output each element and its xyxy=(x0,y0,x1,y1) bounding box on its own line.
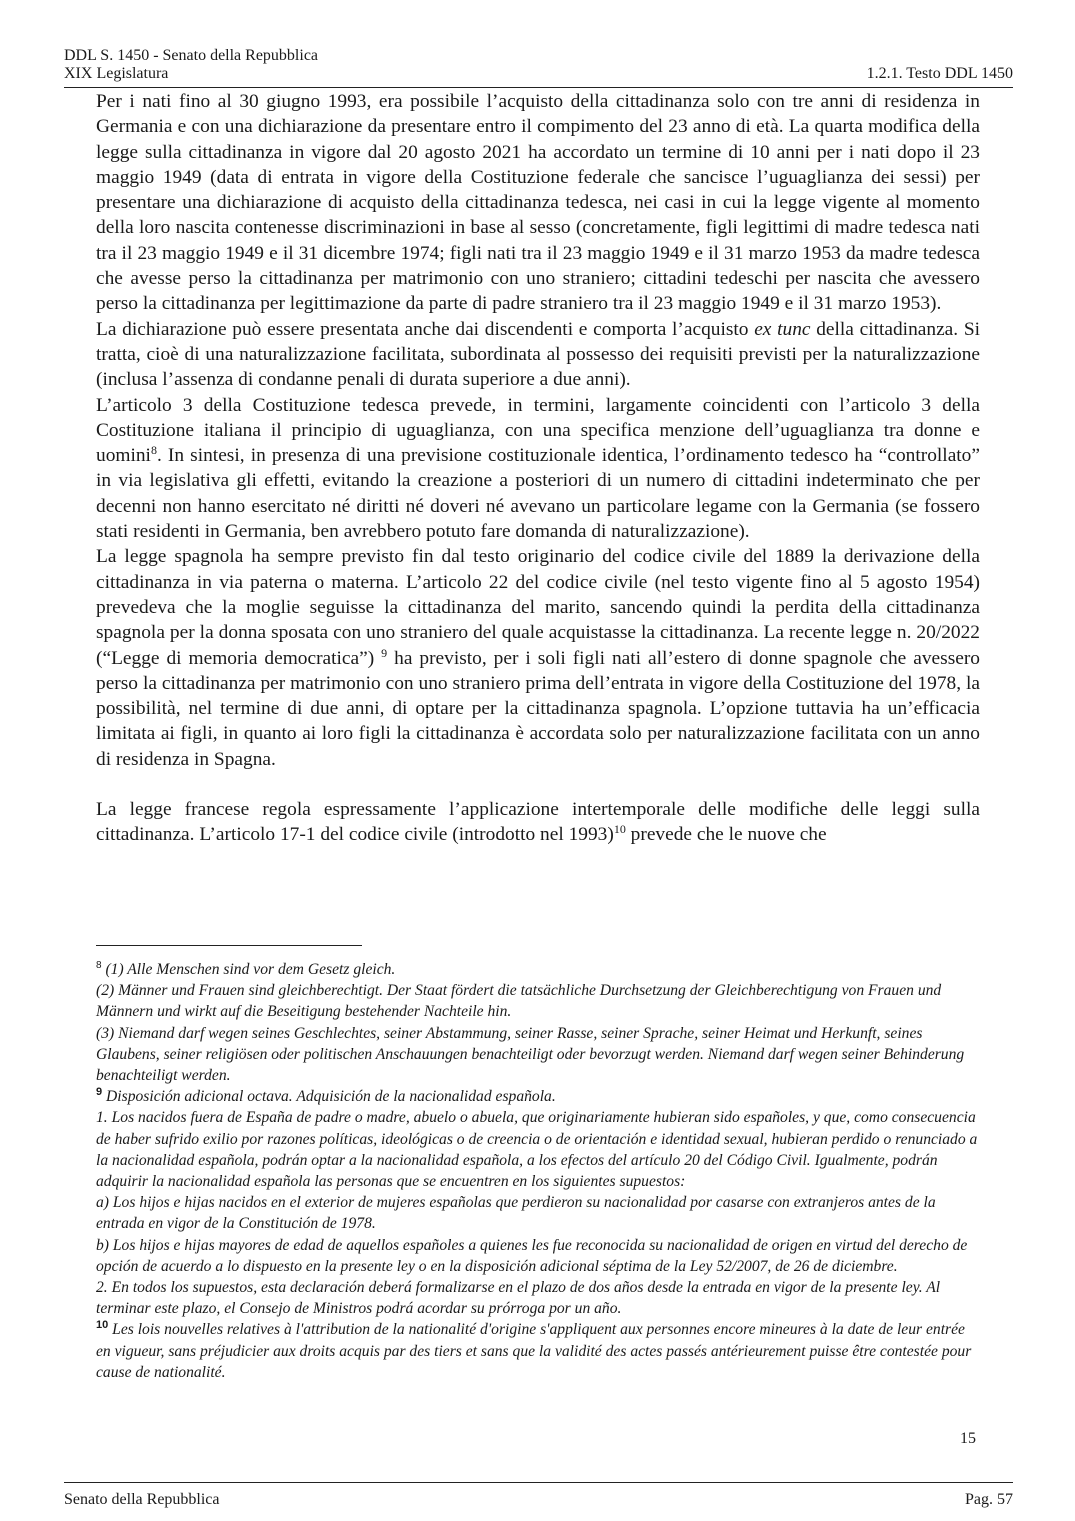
footnote-number: 10 xyxy=(96,1319,109,1332)
footnote-9-line-1 xyxy=(96,1086,980,1107)
text-span: prevede che le nuove che xyxy=(625,824,827,846)
footnote-number: 9 xyxy=(96,1086,103,1099)
header-title: DDL S. 1450 - Senato della Repubblica xyxy=(64,47,319,64)
text-span: . In sintesi, in presenza di una previsione costituzionale identica, l’ordinamento tedesco ha “controllato” in via legislativa gli effetti, evitando la creazione a posteriori di un numero di cittadini indeterminato che per decenni non hanno esercitato né diritti né doveri né avevano un particolare legame con la Germania (se fossero stati residenti in Germania, ben avrebbero potuto fare domanda di naturalizzazione). xyxy=(96,445,980,543)
footnote-8-line-2: (2) Männer und Frauen sind gleichberechtigt. Der Staat fördert die tatsächliche Durchsetzung der Gleichberechtigung von Frauen und Männern und wirkt auf die Beseitigung bestehender Nachteile hin. xyxy=(96,982,942,1021)
text-span: L’articolo 3 della Costituzione tedesca prevede, in termini, largamente coincidenti con l’articolo 3 della Costituzione italiana il principio di uguaglianza, con una specifica menzione dell’uguaglianza tra donne e uomini xyxy=(96,394,980,467)
text-span: La legge francese regola espressamente l’applicazione intertemporale delle modifiche delle leggi sulla cittadinanza. L’articolo 17-1 del codice civile (introdotto nel 1993) xyxy=(96,799,980,846)
inner-page-number: 15 xyxy=(960,1430,976,1447)
footnote-8-line-3: (3) Niemand darf wegen seines Geschlechtes, seiner Abstammung, seiner Rasse, seiner Sprache, seiner Heimat und Herkunft, seines Glaubens, seiner religiösen oder politischen Anschauungen benachteiligt oder bevorzugt werden. Niemand darf wegen seiner Behinderung benachteiligt werden. xyxy=(96,1024,965,1085)
footnote-divider xyxy=(96,945,362,946)
page-header xyxy=(64,46,1013,83)
page-number: Pag. 57 xyxy=(965,1491,1013,1508)
footnote-9-line-2: 1. Los nacidos fuera de España de padre o madre, abuelo o abuela, que originariamente hubieran sido españoles, y que, como consecuencia de haber sufrido exilio por razones políticas, ideológicas o de creencia o de orientación e identidad sexual, hubieran perdido o renunciado a la nacionalidad española, podrán optar a la nacionalidad española, a los efectos del artículo 20 del Código Civil. Igualmente, podrán adquirir la nacionalidad española las personas que se encuentren en los siguientes supuestos: xyxy=(96,1109,978,1191)
header-row xyxy=(64,65,1013,83)
page-footer xyxy=(64,1491,1013,1509)
footnote-9-line-3: a) Los hijos e hijas nacidos en el exterior de mujeres españolas que perdieron su nacionalidad por casarse con extranjeros antes de la entrada en vigor de la Constitución de 1978. xyxy=(96,1194,936,1233)
paragraph-germany-1: Per i nati fino al 30 giugno 1993, era possibile l’acquisto della cittadinanza solo con tre anni di residenza in Germania e con una dichiarazione da presentare entro il compimento del 23 anno di età. La quarta modifica della legge sulla cittadinanza in vigore dal 20 agosto 2021 ha accordato un termine di 10 anni per i nati dopo il 23 maggio 1949 (data di entrata in vigore della Costituzione federale che sancisce l’uguaglianza dei sessi) per presentare una dichiarazione di acquisto della cittadinanza tedesca, nei casi in cui la legge vigente al momento della loro nascita contenesse discriminazioni in base al sesso (concretamente, figli legittimi di madre tedesca nati tra il 23 maggio 1949 e il 31 dicembre 1974; figli nati tra il 23 maggio 1949 e il 31 marzo 1953 da madre tedesca che avesse perso la cittadinanza per matrimonio con uno straniero; cittadini tedeschi per nascita che avessero perso la cittadinanza per legittimazione da parte di padre straniero tra il 23 maggio 1949 e il 31 marzo 1953). xyxy=(96,91,980,315)
paragraph-germany-2 xyxy=(96,317,980,393)
header-section: 1.2.1. Testo DDL 1450 xyxy=(866,65,1013,82)
footnote-ref-8[interactable]: 8 xyxy=(150,443,157,458)
footer-divider xyxy=(64,1482,1013,1483)
footnote-ref-10[interactable]: 10 xyxy=(613,822,626,837)
header-divider xyxy=(64,87,1013,88)
footnote-number: 8 xyxy=(96,960,102,971)
header-legislature: XIX Legislatura xyxy=(64,65,169,82)
footnote-9-line-5: 2. En todos los supuestos, esta declaración deberá formalizarse en el plazo de dos años desde la entrada en vigor de la presente ley. Al terminar este plazo, el Consejo de Ministros podrá acordar su prórroga por un año. xyxy=(96,1279,941,1318)
italic-term: ex tunc xyxy=(754,318,811,340)
footnotes xyxy=(96,959,980,1383)
paragraph-germany-3 xyxy=(96,393,980,545)
footnote-ref-9[interactable]: 9 xyxy=(381,645,388,660)
footnote-10 xyxy=(96,1319,980,1383)
text-span: La legge spagnola ha sempre previsto fin dal testo originario del codice civile del 1889 la derivazione della cittadinanza in via paterna o materna. L’articolo 22 del codice civile (nel testo vigente fino al 5 agosto 1954) prevedeva che la moglie seguisse la cittadinanza del marito, sancendo quindi la perdita della cittadinanza spagnola per la donna sposata con uno straniero del quale acquistasse la cittadinanza. La recente legge n. 20/2022 (“Legge di memoria democratica”) xyxy=(96,546,980,669)
paragraph-france xyxy=(96,797,980,848)
paragraph-spain xyxy=(96,544,980,772)
footnote-9-line-4: b) Los hijos e hijas mayores de edad de aquellos españoles a quienes les fue reconocida su nacionalidad de origen en virtud del derecho de opción de acuerdo a lo dispuesto en la presente ley o en la disposición adicional séptima de la Ley 52/2007, de 26 de diciembre. xyxy=(96,1236,968,1275)
footnote-text: Les lois nouvelles relatives à l'attribution de la nationalité d'origine s'appliquent aux personnes encore mineures à la date de leur entrée en vigueur, sans préjudicier aux droits acquis par des tiers et sans que la validité des actes passés antérieurement puisse être contestée pour cause de nationalité. xyxy=(96,1321,972,1381)
main-text xyxy=(96,89,980,848)
text-span: ha previsto, per i soli figli nati all’estero di donne spagnole che avessero perso la cittadinanza per matrimonio con uno straniero prima dell’entrata in vigore della Costituzione del 1978, la possibilità, nel termine di due anni, di optare per la cittadinanza spagnola. L’opzione tuttavia ha un’efficacia limitata ai figli, in quanto ai loro figli la cittadinanza è accordata solo per naturalizzazione facilitata con un anno di residenza in Spagna. xyxy=(96,647,981,770)
text-span: La dichiarazione può essere presentata anche dai discendenti e comporta l’acquisto xyxy=(96,318,755,340)
footnote-text: (1) Alle Menschen sind vor dem Gesetz gleich. xyxy=(105,961,396,978)
text-span: della cittadinanza. Si tratta, cioè di una naturalizzazione facilitata, subordinata al possesso dei requisiti previsti per la naturalizzazione (inclusa l’assenza di condanne penali di durata superiore a due anni). xyxy=(96,318,981,391)
footnote-text: Disposición adicional octava. Adquisición de la nacionalidad española. xyxy=(106,1088,556,1106)
footer-label: Senato della Repubblica xyxy=(64,1491,220,1508)
footnote-8-line-1 xyxy=(96,959,980,980)
